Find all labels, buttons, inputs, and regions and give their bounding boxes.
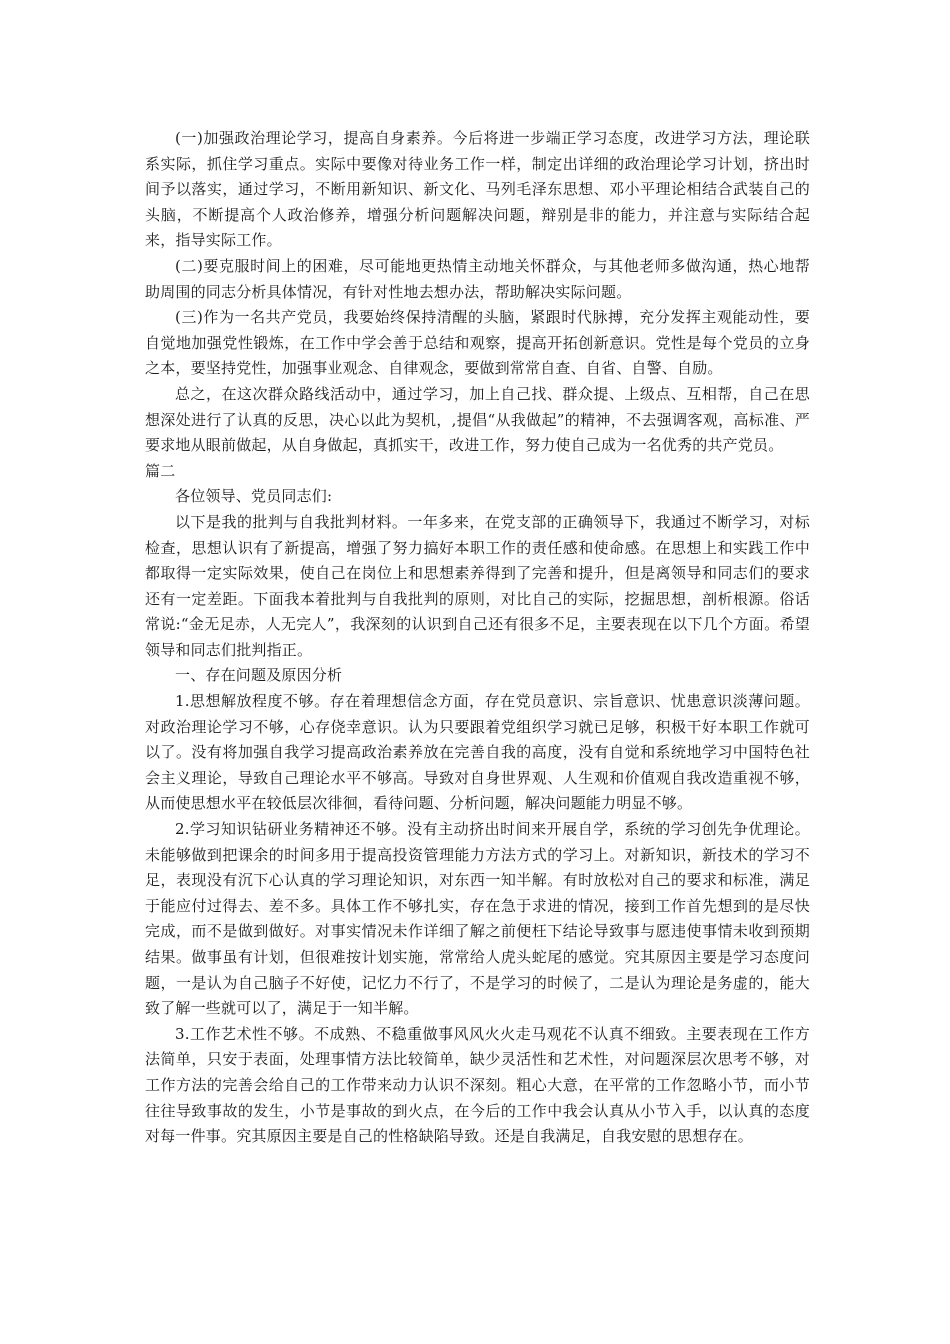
paragraph-party-member-awareness: (三)作为一名共产党员，我要始终保持清醒的头脑，紧跟时代脉搏，充分发挥主观能动性，要自觉地加强党性锻炼，在工作中学会善于总结和观察，提高开拓创新意识。党性是每个党员的立身之本，要坚持党性，加强事业观念、自律观念，要做到常常自查、自省、自警、自励。 [145, 308, 810, 378]
paragraph-salutation: 各位领导、党员同志们: [175, 487, 333, 506]
subheading-problems-analysis: 一、存在问题及原因分析 [175, 666, 343, 685]
paragraph-introduction: 以下是我的批判与自我批判材料。一年多来，在党支部的正确领导下，我通过不断学习，对标检查，思想认识有了新提高，增强了努力搞好本职工作的责任感和使命感。在思想上和实践工作中都取得一定实际效果，使自己在岗位上和思想素养得到了完善和提升，但是离领导和同志们的要求还有一定差距。下面我本着批判与自我批判的原则，对比自己的实际，挖掘思想，剖析根源。俗话常说:“金无足赤，人无完人”，我深刻的认识到自己还有很多不足，主要表现在以下几个方面。希望领导和同志们批判指正。 [145, 512, 810, 659]
paragraph-summary: 总之，在这次群众路线活动中，通过学习，加上自己找、群众提、上级点、互相帮，自己在思想深处进行了认真的反思，决心以此为契机，,提倡“从我做起”的精神，不去强调客观，高标准、严要求地从眼前做起，从自身做起，真抓实干，改进工作，努力使自己成为一名优秀的共产党员。 [145, 384, 810, 455]
paragraph-problem-2: 2.学习知识钻研业务精神还不够。没有主动挤出时间来开展自学，系统的学习创先争优理论。未能够做到把课余的时间多用于提高投资管理能力方法方式的学习上。对新知识，新技术的学习不足，表现没有沉下心认真的学习理论知识，对东西一知半解。有时放松对自己的要求和标准，满足于能应付过得去、差不多。具体工作不够扎实，存在急于求进的情况，接到工作首先想到的是尽快完成，而不是做到做好。对事实情况未作详细了解之前便枉下结论导致事与愿违使事情未收到预期结果。做事虽有计划，但很难按计划实施，常常给人虎头蛇尾的感觉。究其原因主要是学习态度问题，一是认为自己脑子不好使，记忆力不行了，不是学习的时候了，二是认为理论是务虚的，能大致了解一些就可以了，满足于一知半解。 [145, 820, 810, 1018]
paragraph-strengthen-theory-study: (一)加强政治理论学习，提高自身素养。今后将进一步端正学习态度，改进学习方法，理论联系实际，抓住学习重点。实际中要像对待业务工作一样，制定出详细的政治理论学习计划，挤出时间予以落实，通过学习，不断用新知识、新文化、马列毛泽东思想、邓小平理论相结合武装自己的头脑，不断提高个人政治修养，增强分析问题解决问题，辩别是非的能力，并注意与实际结合起来，指导实际工作。 [145, 129, 810, 250]
section-heading: 篇二 [145, 461, 176, 480]
document-page [145, 126, 810, 1150]
paragraph-problem-1: 1.思想解放程度不够。存在着理想信念方面，存在党员意识、宗旨意识、忧患意识淡薄问题。对政治理论学习不够，心存侥幸意识。认为只要跟着党组织学习就已足够，积极干好本职工作就可以了。没有将加强自我学习提高政治素养放在完善自我的高度，没有自觉和系统地学习中国特色社会主义理论，导致自己理论水平不够高。导致对自身世界观、人生观和价值观自我改造重视不够，从而使思想水平在较低层次徘徊，看待问题、分析问题，解决问题能力明显不够。 [145, 692, 810, 813]
paragraph-problem-3: 3.工作艺术性不够。不成熟、不稳重做事风风火火走马观花不认真不细致。主要表现在工作方法简单，只安于表面，处理事情方法比较简单，缺少灵活性和艺术性，对问题深层次思考不够，对工作方法的完善会给自己的工作带来动力认识不深刻。粗心大意，在平常的工作忽略小节，而小节往往导致事故的发生，小节是事故的到火点，在今后的工作中我会认真从小节入手，以认真的态度对每一件事。究其原因主要是自己的性格缺陷导致。还是自我满足，自我安慰的思想存在。 [145, 1024, 810, 1146]
paragraph-overcome-time-difficulty: (二)要克服时间上的困难，尽可能地更热情主动地关怀群众，与其他老师多做沟通，热心地帮助周围的同志分析具体情况，有针对性地去想办法，帮助解决实际问题。 [145, 256, 810, 301]
